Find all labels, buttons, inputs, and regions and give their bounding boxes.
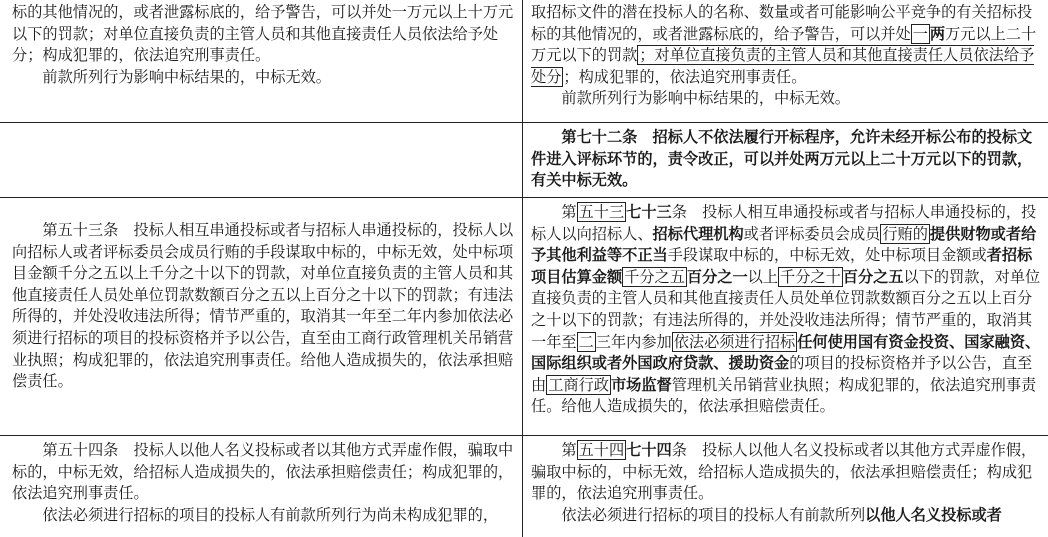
- deleted-article-number: 五十四: [578, 441, 625, 459]
- table-row: [0, 0, 1048, 122]
- new-text-cell: [522, 123, 1048, 197]
- old-text-cell: [0, 123, 522, 197]
- table-row: [0, 123, 1048, 197]
- paragraph: 第七十二条 招标人不依法履行开标程序，允许未经开标公布的投标文件进入评标环节的，责令改正，可以并处两万元以上二十万元以下的罚款，有关中标无效。: [531, 128, 1033, 190]
- old-text-cell: [0, 436, 522, 537]
- new-text-cell: [522, 0, 1048, 122]
- changed-text-box: 二: [578, 332, 594, 351]
- paragraph: 依法必须进行招标的项目的投标人有前款所列以他人名义投标或者: [561, 505, 1002, 524]
- changed-text-box: 千分之十: [780, 267, 841, 286]
- changed-text-box: 工商行政: [548, 375, 609, 394]
- changed-text-box: 千分之五: [624, 267, 685, 286]
- changed-text-box: 行贿的: [882, 224, 928, 243]
- paragraph: 第五十四条 投标人以他人名义投标或者以其他方式弄虚作假，骗取中标的，中标无效，给招标人造成损失的，依法承担赔偿责任；构成犯罪的，依法追究刑事责任。: [12, 441, 514, 503]
- table-row: [0, 198, 1048, 435]
- paragraph: 前款所列行为影响中标结果的，中标无效。: [42, 67, 331, 86]
- deleted-article-number: 五十三: [578, 203, 625, 221]
- paragraph: 前款所列行为影响中标结果的，中标无效。: [561, 89, 850, 108]
- paragraph: 依法必须进行招标的项目的投标人有前款所列行为尚未构成犯罪的，: [42, 505, 499, 524]
- new-text-cell: [522, 436, 1048, 537]
- new-text-cell: [522, 198, 1048, 435]
- new-article-number: 七十三: [626, 203, 672, 221]
- paragraph: 第 五十三 七十三条 投标人相互串通投标或者与招标人串通投标的，投标人以向招标人、招标代理机构或者评标委员会成员 行贿的 提供财物或者给予其他利益等不正当手段谋取中标的，中标无效，处中标项目金额或者招标项目估算金额 千分之五 百分之一以上 千分之十 百分之五以下的罚款，对单位直接负责的主管人员和其他直接责任人员处单位罚款数额百分之五以上百分之十以下的罚款；有违法所得的，并处没收违法所得；情节严重的，取消其一年至 二 三年内参加 依法必须进行招标 任何使用国有资金投资、国家融资、国际组织或者外国政府贷款、援助资金的项目的投标资格并予以公告，直至由 工商行政 市场监督管理机关吊销营业执照；构成犯罪的，依法追究刑事责任。给他人造成损失的，依法承担赔偿责任。: [531, 203, 1041, 416]
- paragraph: 第五十三条 投标人相互串通投标或者与招标人串通投标的，投标人以向招标人或者评标委员会成员行贿的手段谋取中标的，中标无效，处中标项目金额千分之五以上千分之十以下的罚款，对单位直接负责的主管人员和其他直接责任人员处单位罚款数额百分之五以上百分之十以下的罚款；有违法所得的，并处没收违法所得；情节严重的，取消其一年至二年内参加依法必须进行招标的项目的投标资格并予以公告，直至由工商行政管理机关吊销营业执照；构成犯罪的，依法追究刑事责任。给他人造成损失的，依法承担赔偿责任。: [12, 221, 514, 391]
- paragraph: 标的其他情况的，或者泄露标底的，给予警告，可以并处一万元以上十万元以下的罚款；对单位直接负责的主管人员和其他直接责任人员依法给予处分；构成犯罪的，依法追究刑事责任。: [12, 3, 514, 65]
- added-text: 两: [929, 24, 946, 43]
- paragraph: 第 五十四 七十四条 投标人以他人名义投标或者以其他方式弄虚作假，骗取中标的，中标无效，给招标人造成损失的，依法承担赔偿责任；构成犯罪的，依法追究刑事责任。: [531, 441, 1037, 503]
- changed-text-box: 依法必须进行招标: [673, 332, 796, 351]
- article-number: 第七十二条: [561, 128, 638, 146]
- new-article-number: 七十四: [626, 441, 672, 459]
- changed-text-box: ；对单位直接负责的主管人员和其他直接责任人员依法给予处分: [531, 46, 1035, 86]
- old-text-cell: [0, 0, 522, 122]
- changed-text-box: 一: [912, 24, 928, 43]
- old-text-cell: [0, 198, 522, 435]
- table-row: [0, 436, 1048, 537]
- paragraph: 取招标文件的潜在投标人的名称、数量或者可能影响公平竞争的有关招标投标的其他情况的，或者泄露标底的，给予警告，可以并处 一 两万元以上二十万元以下的罚款 ；对单位直接负责的主管人员和其他直接责任人员依法给予处分 ；构成犯罪的，依法追究刑事责任。: [531, 3, 1037, 86]
